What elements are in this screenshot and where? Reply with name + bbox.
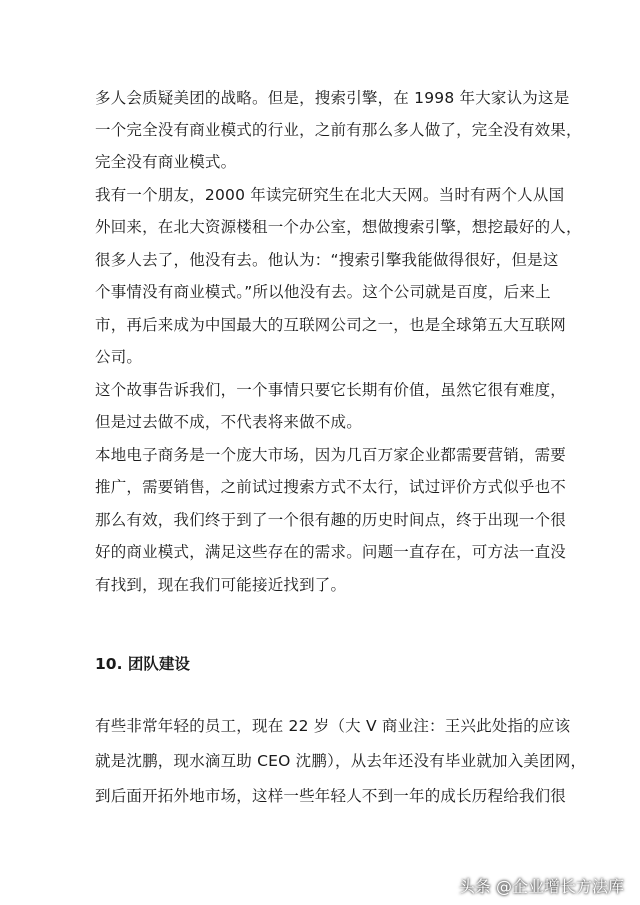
text-line: 我有一个朋友，2000 年读完研究生在北大天网。当时有两个人从国 (95, 186, 565, 204)
text-line: 一个完全没有商业模式的行业，之前有那么多人做了，完全没有效果， (95, 121, 582, 139)
text-line: 好的商业模式，满足这些存在的需求。问题一直存在，可方法一直没 (95, 543, 567, 561)
text-line: 很多人去了，他没有去。他认为：“搜索引擎我能做得很好，但是这 (95, 251, 559, 269)
text-line: 外回来，在北大资源楼租一个办公室，想做搜索引擎，想挖最好的人， (95, 218, 582, 236)
watermark: 头条 @企业增长方法库 (458, 877, 624, 896)
text-line: 就是沈鹏，现水滴互助 CEO 沈鹏），从去年还没有毕业就加入美团网， (95, 752, 587, 770)
text-line: 但是过去做不成，不代表将来做不成。 (95, 413, 362, 431)
text-line: 公司。 (95, 348, 143, 366)
text-line: 多人会质疑美团的战略。但是，搜索引擎，在 1998 年大家认为这是 (95, 89, 570, 107)
text-line: 有找到，现在我们可能接近找到了。 (95, 576, 347, 594)
text-line: 市，再后来成为中国最大的互联网公司之一，也是全球第五大互联网 (95, 316, 567, 334)
text-line: 有些非常年轻的员工，现在 22 岁（大 V 商业注：王兴此处指的应该 (95, 717, 571, 735)
text-line: 到后面开拓外地市场，这样一些年轻人不到一年的成长历程给我们很 (95, 787, 567, 805)
text-line: 推广，需要销售，之前试过搜索方式不太行，试过评价方式似乎也不 (95, 478, 567, 496)
text-line: 完全没有商业模式。 (95, 153, 237, 171)
text-line: 个事情没有商业模式。”所以他没有去。这个公司就是百度，后来上 (95, 283, 551, 301)
text-line: 那么有效，我们终于到了一个很有趣的历史时间点，终于出现一个很 (95, 511, 567, 529)
section-heading: 10. 团队建设 (95, 655, 190, 673)
text-line: 这个故事告诉我们，一个事情只要它长期有价值，虽然它很有难度， (95, 381, 567, 399)
text-line: 本地电子商务是一个庞大市场，因为几百万家企业都需要营销，需要 (95, 446, 567, 464)
